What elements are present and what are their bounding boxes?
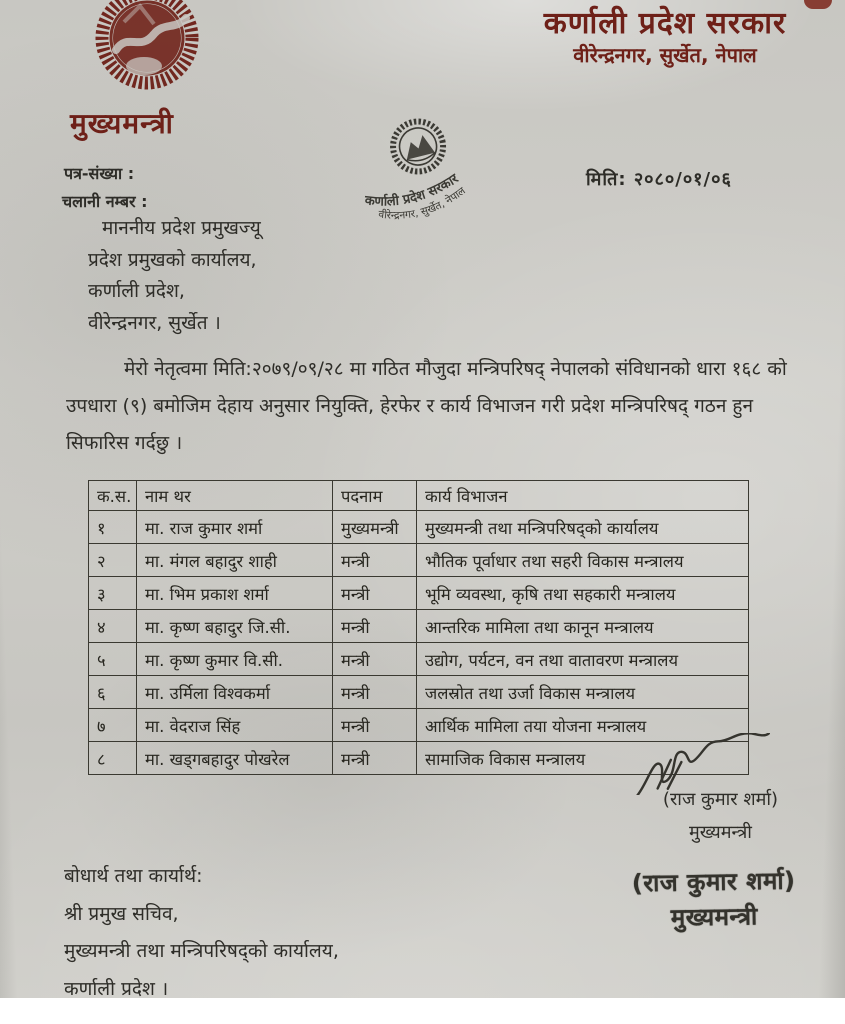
cell-portfolio: उद्योग, पर्यटन, वन तथा वातावरण मन्त्रालय bbox=[417, 643, 749, 676]
dispatch-number-label: चलानी नम्बर : bbox=[62, 192, 148, 211]
cell-serial: ७ bbox=[89, 709, 137, 742]
cell-portfolio: भौतिक पूर्वाधार तथा सहरी विकास मन्त्रालय bbox=[417, 544, 749, 577]
cell-position: मन्त्री bbox=[333, 544, 417, 577]
table-row bbox=[89, 643, 749, 676]
cell-serial: २ bbox=[89, 544, 137, 577]
government-title: कर्णाली प्रदेश सरकार bbox=[543, 6, 787, 41]
cell-portfolio: आन्तरिक मामिला तथा कानून मन्त्रालय bbox=[417, 610, 749, 643]
recipient-line: माननीय प्रदेश प्रमुखज्यू bbox=[102, 217, 261, 239]
letter-number-label: पत्र-संख्या : bbox=[64, 164, 135, 183]
cell-name: मा. कृष्ण कुमार वि.सी. bbox=[137, 643, 333, 676]
cell-name: मा. खड्गबहादुर पोखरेल bbox=[137, 742, 333, 775]
mountain-wreath-icon bbox=[82, 0, 212, 106]
cc-line: मुख्यमन्त्री तथा मन्त्रिपरिषद्को कार्यालय, bbox=[64, 940, 339, 962]
cell-position: मन्त्री bbox=[333, 610, 417, 643]
cell-name: मा. भिम प्रकाश शर्मा bbox=[137, 577, 333, 610]
round-office-stamp bbox=[348, 114, 490, 232]
cell-name: मा. मंगल बहादुर शाही bbox=[137, 544, 333, 577]
cell-serial: ३ bbox=[89, 577, 137, 610]
cell-name: मा. राज कुमार शर्मा bbox=[137, 511, 333, 544]
cell-name: मा. वेदराज सिंह bbox=[137, 709, 333, 742]
cc-block bbox=[64, 858, 339, 998]
cell-portfolio: सामाजिक विकास मन्त्रालय bbox=[417, 742, 749, 775]
stamp-arc2-text: वीरेन्द्रनगर, सुर्खेत, नेपाल bbox=[377, 185, 468, 222]
cell-serial: ४ bbox=[89, 610, 137, 643]
government-address: वीरेन्द्रनगर, सुर्खेत, नेपाल bbox=[573, 43, 757, 67]
table-header-row bbox=[89, 481, 749, 511]
cc-line: श्री प्रमुख सचिव, bbox=[64, 902, 179, 925]
cell-portfolio: भूमि व्यवस्था, कृषि तथा सहकारी मन्त्रालय bbox=[417, 577, 749, 610]
name-rubber-stamp bbox=[597, 863, 830, 937]
stamp-arc1-text: कर्णाली प्रदेश सरकार bbox=[364, 171, 462, 210]
ministers-table bbox=[88, 480, 749, 775]
date-line: मिति: २०८०/०१/०६ bbox=[586, 169, 732, 190]
cell-position: मन्त्री bbox=[333, 709, 417, 742]
col-header-position: पदनाम bbox=[333, 481, 417, 511]
col-header-name: नाम थर bbox=[137, 481, 333, 511]
cell-portfolio: जलस्रोत तथा उर्जा विकास मन्त्रालय bbox=[417, 676, 749, 709]
name-stamp-line: (राज कुमार शर्मा) bbox=[631, 866, 796, 898]
signature-scribble-icon bbox=[622, 733, 777, 795]
cell-position: मन्त्री bbox=[333, 742, 417, 775]
cell-serial: ६ bbox=[89, 676, 137, 709]
office-stamp-icon bbox=[348, 114, 490, 228]
table-row bbox=[89, 577, 749, 610]
recipient-line: प्रदेश प्रमुखको कार्यालय, bbox=[88, 248, 257, 271]
cell-serial: ८ bbox=[89, 742, 137, 775]
cell-portfolio: मुख्यमन्त्री तथा मन्त्रिपरिषद्को कार्यालय bbox=[417, 511, 749, 544]
table-row bbox=[89, 544, 749, 577]
cell-name: मा. कृष्ण बहादुर जि.सी. bbox=[137, 610, 333, 643]
karnali-emblem-logo bbox=[82, 0, 212, 110]
col-header-serial: क.स. bbox=[89, 481, 137, 511]
table-row bbox=[89, 676, 749, 709]
recipient-line: कर्णाली प्रदेश, bbox=[88, 280, 185, 302]
cell-portfolio: आर्थिक मामिला तया योजना मन्त्रालय bbox=[417, 709, 749, 742]
col-header-portfolio: कार्य विभाजन bbox=[417, 481, 749, 511]
table-row bbox=[89, 511, 749, 544]
letter-body-paragraph: मेरो नेतृत्वमा मिति:२०७९/०९/२८ मा गठित मौजुदा मन्त्रिपरिषद् नेपालको संविधानको धारा १६८ को उपधारा (९) बमोजिम देहाय अनुसार नियुक्ति, हेरफेर र कार्य विभाजन गरी प्रदेश मन्त्रिपरिषद् गठन हुन सिफारिस गर्दछु । bbox=[66, 358, 787, 454]
cell-position: मन्त्री bbox=[333, 643, 417, 676]
cc-line: कर्णाली प्रदेश । bbox=[64, 977, 169, 998]
cc-line: बोधार्थ तथा कार्यार्थ: bbox=[64, 865, 203, 887]
cell-name: मा. उर्मिला विश्वकर्मा bbox=[137, 676, 333, 709]
recipient-line: वीरेन्द्रनगर, सुर्खेत । bbox=[88, 311, 221, 334]
signatory-name: (राज कुमार शर्मा) bbox=[662, 789, 779, 810]
table-row bbox=[89, 610, 749, 643]
cell-position: मन्त्री bbox=[333, 676, 417, 709]
signatory-title: मुख्यमन्त्री bbox=[689, 822, 752, 843]
cell-position: मन्त्री bbox=[333, 577, 417, 610]
name-stamp-line: मुख्यमन्त्री bbox=[670, 902, 759, 932]
recipient-block bbox=[88, 213, 261, 339]
cell-serial: १ bbox=[89, 511, 137, 544]
office-title: मुख्यमन्त्री bbox=[70, 107, 174, 140]
cell-serial: ५ bbox=[89, 643, 137, 676]
cell-position: मुख्यमन्त्री bbox=[333, 511, 417, 544]
